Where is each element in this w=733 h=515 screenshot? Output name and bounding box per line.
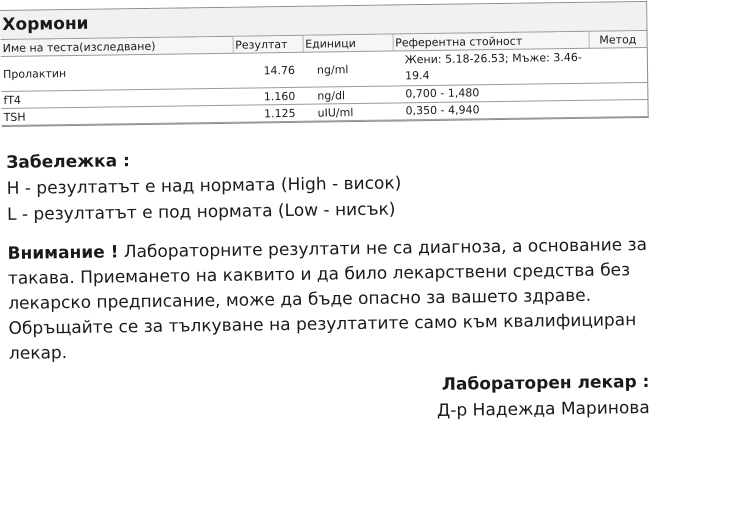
test-method — [589, 82, 647, 100]
test-result: 1.125 — [233, 104, 303, 122]
test-name: fT4 — [1, 88, 233, 108]
test-units: ng/dl — [303, 86, 393, 104]
hormones-section — [0, 1, 649, 127]
test-method — [589, 47, 647, 83]
notes-section — [6, 141, 649, 367]
legend-block — [6, 141, 647, 228]
signature-block — [335, 369, 650, 425]
header-result: Резултат — [233, 36, 303, 53]
section-title: Хормони — [0, 2, 646, 40]
header-test: Име на теста(изследване) — [1, 37, 233, 57]
test-units: ng/ml — [303, 51, 393, 87]
header-reference: Референтна стойност — [393, 32, 589, 51]
test-units: uIU/ml — [303, 103, 393, 121]
test-method — [589, 99, 647, 117]
test-name: TSH — [2, 105, 234, 125]
test-name: Пролактин — [1, 53, 233, 91]
test-reference: 0,700 - 1,480 — [393, 83, 589, 103]
test-result: 14.76 — [233, 52, 303, 88]
notes-heading: Забележка : — [6, 151, 130, 173]
attention-block — [7, 233, 649, 367]
results-table — [1, 31, 648, 126]
note-high: H - резултатът е над нормата (High - висок) — [6, 173, 402, 199]
header-units: Единици — [303, 35, 393, 53]
test-result: 1.160 — [233, 87, 303, 105]
test-reference: 0,350 - 4,940 — [393, 100, 589, 120]
signature-title: Лабораторен лекар : — [441, 371, 650, 395]
header-method: Метод — [589, 31, 647, 48]
note-low: L - резултатът е под нормата (Low - нисък) — [6, 199, 396, 225]
signature-name: Д-р Надежда Маринова — [436, 397, 650, 421]
test-reference: Жени: 5.18-26.53; Мъже: 3.46-19.4 — [393, 48, 589, 86]
attention-label: Внимание ! — [7, 242, 119, 264]
attention-text: Лабораторните резултати не са диагноза, а основание за такава. Приемането на каквито и да било лекарствени средства без лекарско предписание, може да бъде опасно за вашето здраве. Обръщайте се за тълкуване на резултатите само към квалифициран лекар. — [7, 234, 648, 364]
